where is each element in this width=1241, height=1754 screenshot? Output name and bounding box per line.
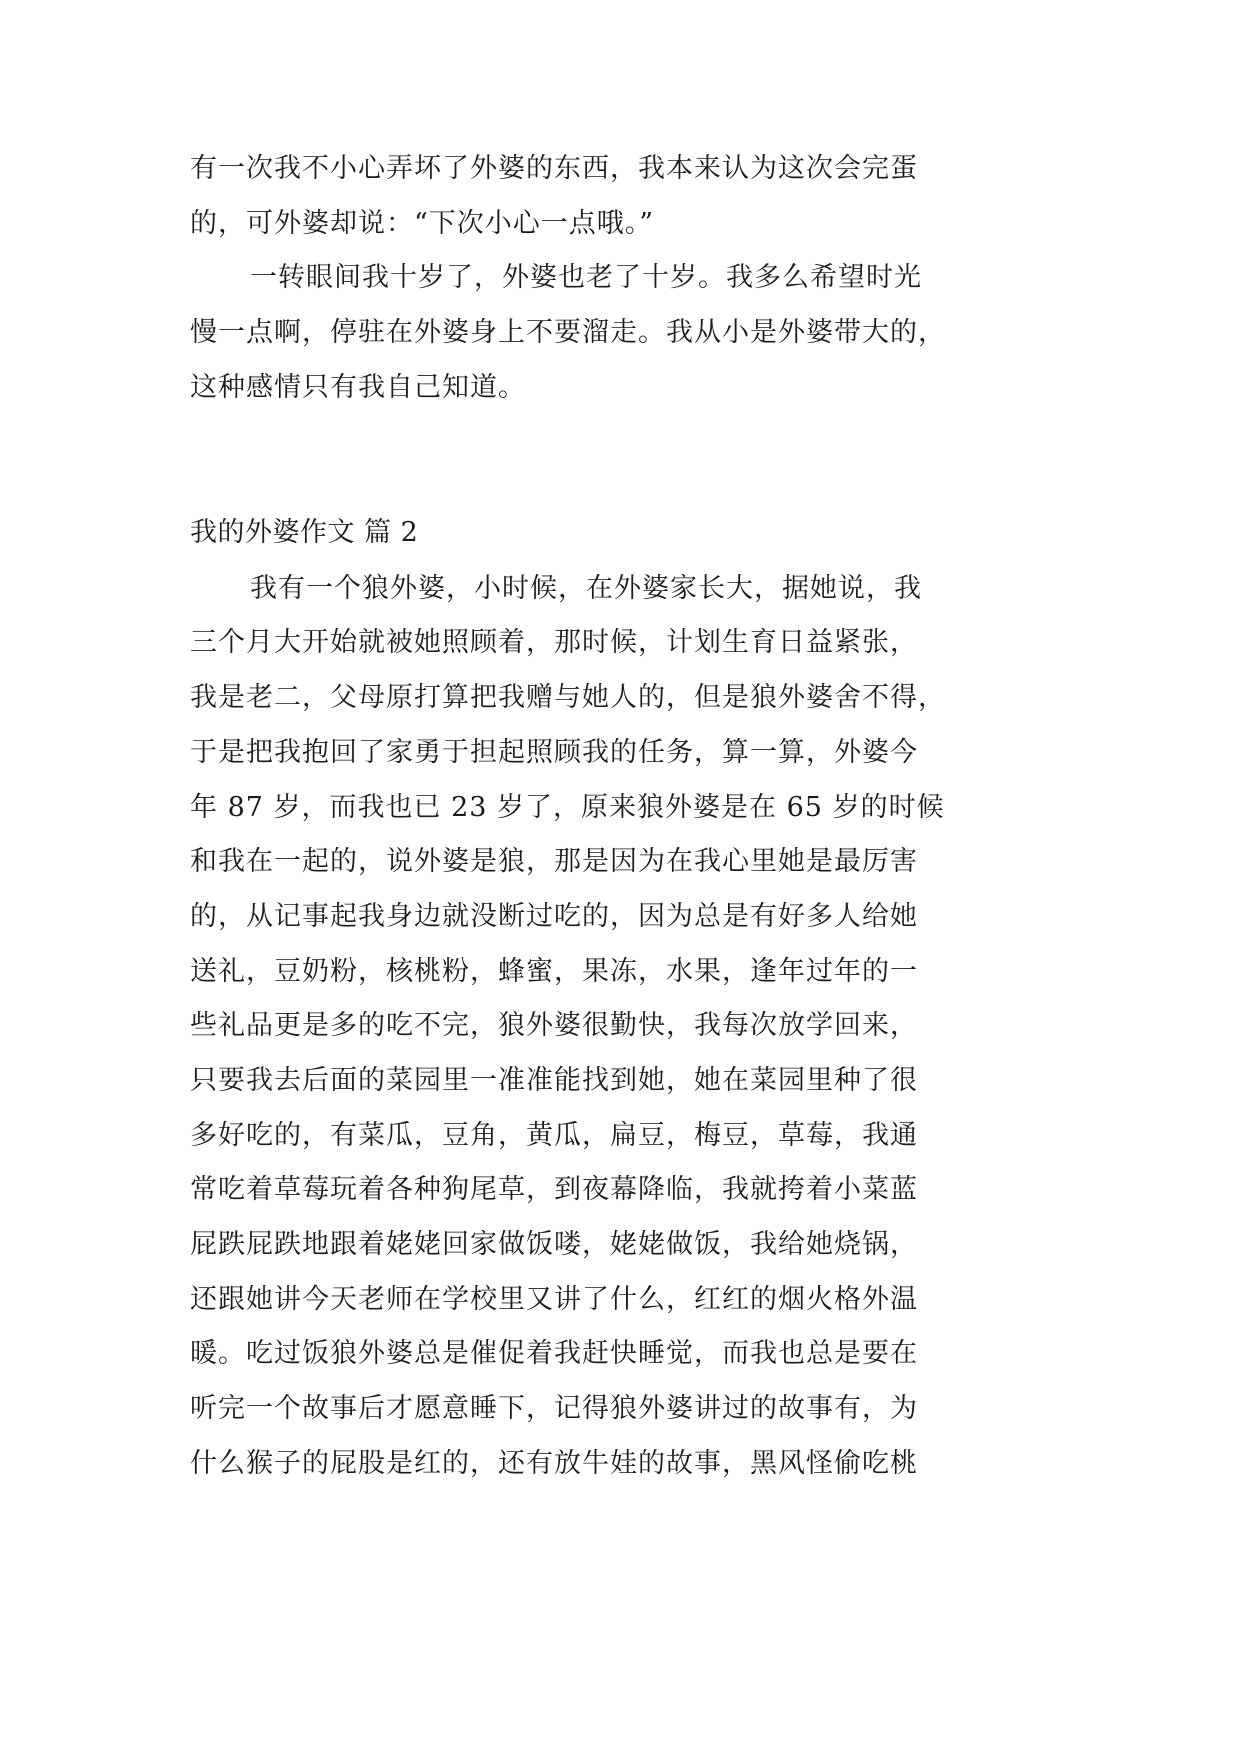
paragraph-line: 年 87 岁，而我也已 23 岁了，原来狼外婆是在 65 岁的时候 (190, 792, 945, 823)
paragraph-line: 这种感情只有我自己知道。 (190, 372, 526, 403)
paragraph-line: 送礼，豆奶粉，核桃粉，蜂蜜，果冻，水果，逢年过年的一 (190, 956, 918, 987)
paragraph-line: 有一次我不小心弄坏了外婆的东西，我本来认为这次会完蛋 (190, 153, 918, 184)
paragraph-line: 听完一个故事后才愿意睡下，记得狼外婆讲过的故事有，为 (190, 1393, 918, 1424)
paragraph-line: 的，可外婆却说：“下次小心一点哦。” (190, 208, 655, 239)
paragraph-line: 于是把我抱回了家勇于担起照顾我的任务，算一算，外婆今 (190, 737, 918, 768)
paragraph-line: 还跟她讲今天老师在学校里又讲了什么，红红的烟火格外温 (190, 1284, 918, 1315)
paragraph-line: 什么猴子的屁股是红的，还有放牛娃的故事，黑风怪偷吃桃 (190, 1448, 918, 1479)
section-heading: 我的外婆作文 篇 2 (190, 517, 419, 548)
paragraph-line: 只要我去后面的菜园里一准准能找到她，她在菜园里种了很 (190, 1065, 918, 1096)
paragraph-line: 慢一点啊，停驻在外婆身上不要溜走。我从小是外婆带大的， (190, 317, 946, 348)
paragraph-line: 我是老二，父母原打算把我赠与她人的，但是狼外婆舍不得， (190, 682, 946, 713)
paragraph-line: 暖。吃过饭狼外婆总是催促着我赶快睡觉，而我也总是要在 (190, 1338, 918, 1369)
paragraph-line: 些礼品更是多的吃不完，狼外婆很勤快，我每次放学回来， (190, 1010, 918, 1041)
paragraph-line: 三个月大开始就被她照顾着，那时候，计划生育日益紧张， (190, 627, 918, 658)
paragraph-line: 多好吃的，有菜瓜，豆角，黄瓜，扁豆，梅豆，草莓，我通 (190, 1120, 918, 1151)
paragraph-line: 屁跌屁跌地跟着姥姥回家做饭喽，姥姥做饭，我给她烧锅， (190, 1229, 918, 1260)
paragraph-line: 常吃着草莓玩着各种狗尾草，到夜幕降临，我就挎着小菜蓝 (190, 1174, 918, 1205)
paragraph-line: 一转眼间我十岁了，外婆也老了十岁。我多么希望时光 (250, 262, 922, 293)
paragraph-line: 我有一个狼外婆，小时候，在外婆家长大，据她说，我 (250, 573, 922, 604)
paragraph-line: 的，从记事起我身边就没断过吃的，因为总是有好多人给她 (190, 901, 918, 932)
paragraph-line: 和我在一起的，说外婆是狼，那是因为在我心里她是最厉害 (190, 846, 918, 877)
